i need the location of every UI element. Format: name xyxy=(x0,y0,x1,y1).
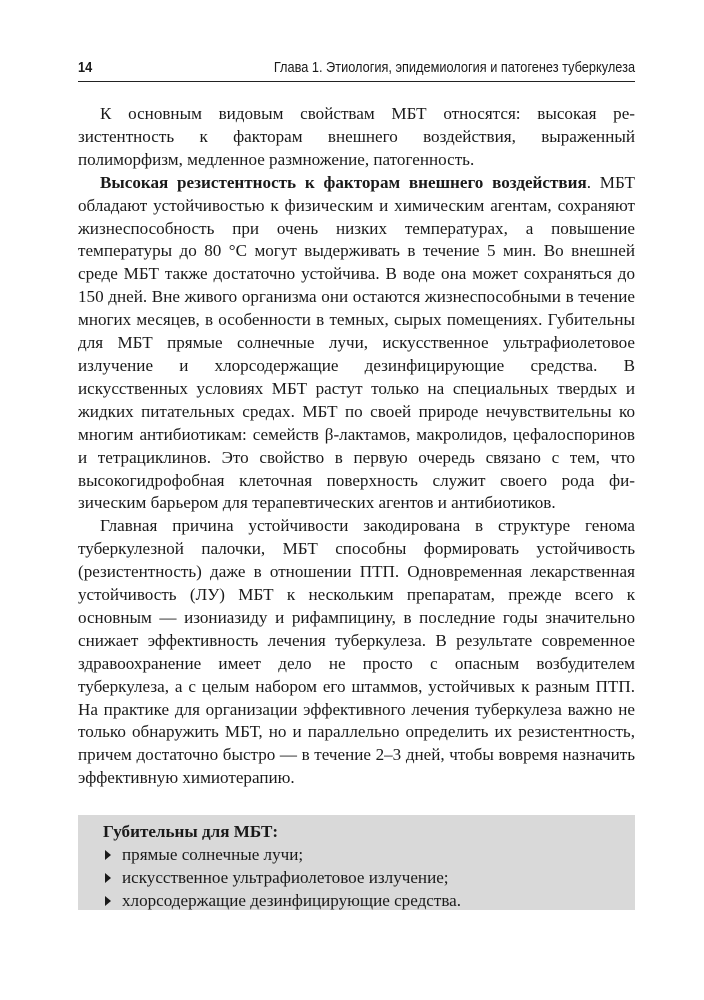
paragraph-3-text: Главная причина устойчивости закодирована в структуре генома туберкулезной палочки, МБТ способны формировать устойчивость (резистентность) даже в отношении ПТП. Одновременная лекарственная устойчивость (ЛУ) МБТ к нескольким препаратам, прежде всего к основным — изониазиду и рифампицину, в последние годы значительно снижает эффективность лечения туберкулеза. В результате современное здравоохранение имеет дело не просто с опасным возбудителем туберкулеза, а с целым набором его штаммов, устойчивых к разным ПТП. На практике для организации эффективного лечения туберкулеза важно не только обнаружить МБТ, но и параллельно определить их резистентность, причем достаточно быстро — в течение 2–3 дней, чтобы вовремя назначить эффективную химиотерапию. xyxy=(78,516,635,788)
list-item xyxy=(103,844,635,867)
paragraph-3 xyxy=(78,515,635,790)
paragraph-1 xyxy=(78,103,635,172)
header-rule xyxy=(78,81,635,82)
summary-box xyxy=(78,815,635,910)
paragraph-2 xyxy=(78,172,635,516)
list-item-text: прямые солнечные лучи; xyxy=(122,844,304,864)
list-item xyxy=(103,890,635,913)
triangle-bullet-icon xyxy=(105,873,111,883)
running-header xyxy=(78,60,635,81)
chapter-title: Глава 1. Этиология, эпидемиология и патогенез туберкулеза xyxy=(273,60,636,76)
triangle-bullet-icon xyxy=(105,896,111,906)
summary-list xyxy=(103,844,635,913)
page-number: 14 xyxy=(78,60,93,76)
list-item-text: хлорсодержащие дезинфицирующие средства. xyxy=(122,890,462,910)
list-item xyxy=(103,867,635,890)
triangle-bullet-icon xyxy=(105,850,111,860)
paragraph-1-text: К основным видовым свойствам МБТ относятся: высокая резистентность к факторам внешнего воздействия, выраженный полиморфизм, медленное размножение, патогенность. xyxy=(78,104,635,169)
body-text xyxy=(78,103,635,790)
list-item-text: искусственное ультрафиолетовое излучение; xyxy=(122,867,449,887)
page xyxy=(78,60,635,790)
paragraph-2-text: . МБТ обладают устойчивостью к физическим и химическим агентам, сохраняют жизнеспособность при очень низких температурах, а повышение температуры до 80 °С могут выдерживать в течение 5 мин. Во внешней среде МБТ также достаточно устойчива. В воде она может сохраняться до 150 дней. Вне живого организма они остаются жизнеспособными в течение многих месяцев, в особенности в темных, сырых помещениях. Губительны для МБТ прямые солнечные лучи, искусственное ультрафиолетовое излучение и хлорсодержащие дезинфицирующие средства. В искусственных условиях МБТ растут только на специальных твердых и жидких питательных средах. МБТ по своей природе нечувствительны ко многим антибиотикам: семейств β-лактамов, макролидов, цефалоспоринов и тетрациклинов. Это свойство в первую очередь связано с тем, что высокогидрофобная клеточная поверхность служит своего рода физическим барьером для терапевтических агентов и антибиотиков. xyxy=(78,172,635,513)
paragraph-2-lead: Высокая резистентность к факторам внешнего воздействия xyxy=(100,172,587,192)
summary-box-title: Губительны для МБТ: xyxy=(103,822,279,841)
